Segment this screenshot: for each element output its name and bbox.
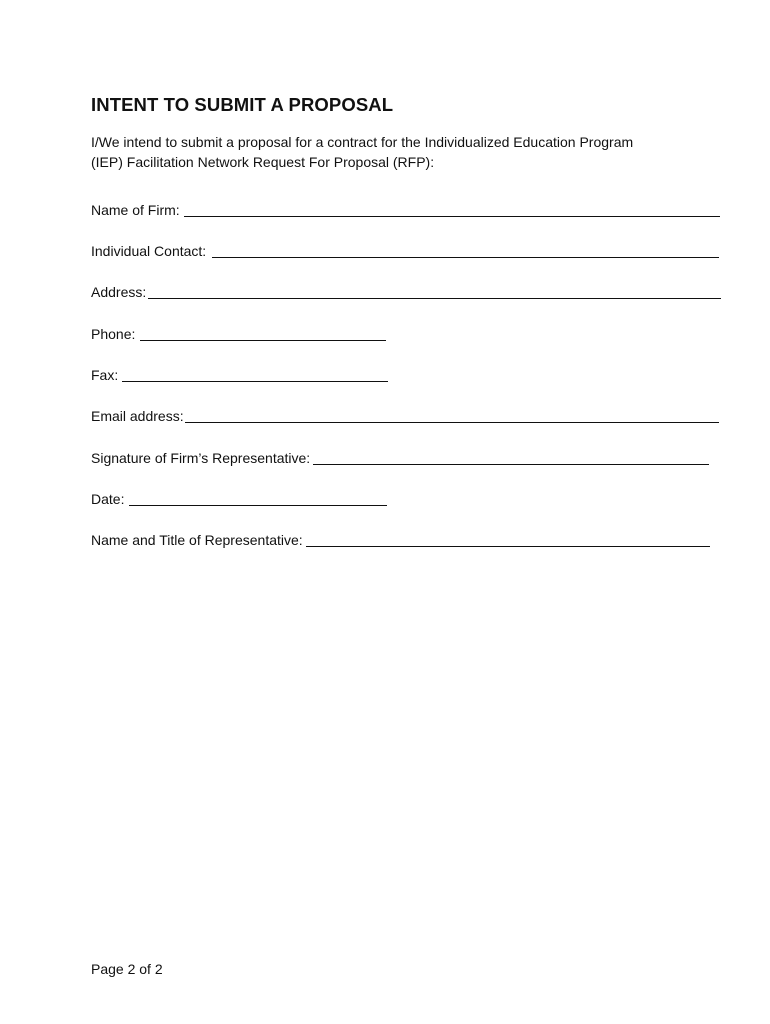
representative-name-title-field <box>91 529 710 549</box>
signature-input-line[interactable] <box>313 464 709 465</box>
address-label: Address: <box>91 284 147 300</box>
address-input-line[interactable] <box>148 298 721 299</box>
fax-input-line[interactable] <box>122 381 388 382</box>
individual-contact-field <box>91 240 719 260</box>
address-field <box>91 281 721 301</box>
individual-contact-label: Individual Contact: <box>91 243 207 259</box>
fax-field <box>91 364 388 384</box>
individual-contact-input-line[interactable] <box>212 257 719 258</box>
signature-label: Signature of Firm’s Representative: <box>91 450 311 466</box>
firm-name-field <box>91 199 720 219</box>
page-title: INTENT TO SUBMIT A PROPOSAL <box>91 94 394 115</box>
fax-label: Fax: <box>91 367 119 383</box>
email-input-line[interactable] <box>185 422 719 423</box>
phone-field <box>91 323 386 343</box>
date-input-line[interactable] <box>129 505 387 506</box>
phone-input-line[interactable] <box>140 340 386 341</box>
email-field <box>91 405 719 425</box>
representative-name-title-input-line[interactable] <box>306 546 710 547</box>
firm-name-label: Name of Firm: <box>91 202 180 218</box>
email-label: Email address: <box>91 408 184 424</box>
firm-name-input-line[interactable] <box>184 216 720 217</box>
page-number: Page 2 of 2 <box>91 961 163 977</box>
date-field <box>91 488 387 508</box>
phone-label: Phone: <box>91 326 136 342</box>
representative-name-title-label: Name and Title of Representative: <box>91 532 303 548</box>
intro-line-1: I/We intend to submit a proposal for a contract for the Individualized Education Program <box>91 134 634 150</box>
intro-paragraph <box>91 132 731 172</box>
date-label: Date: <box>91 491 125 507</box>
intro-line-2: (IEP) Facilitation Network Request For Proposal (RFP): <box>91 154 435 170</box>
signature-field <box>91 447 709 467</box>
